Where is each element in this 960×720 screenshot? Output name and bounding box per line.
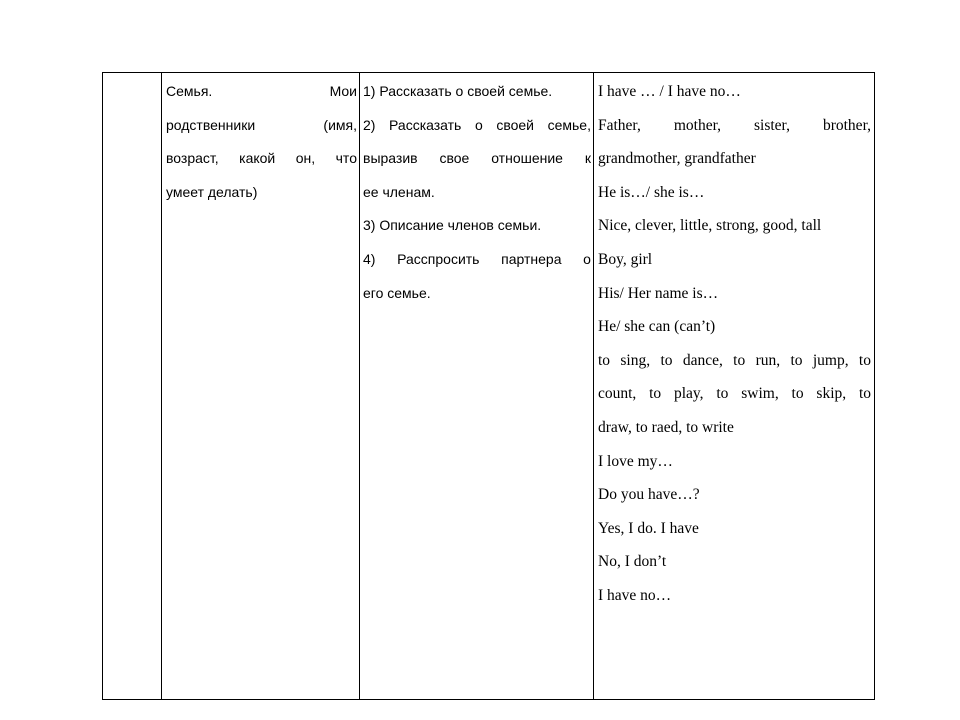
curriculum-table — [102, 72, 875, 700]
task-line: ее членам. — [363, 183, 435, 200]
task-line: 3) Описание членов семьи. — [363, 217, 542, 234]
vocab-line: Nice, clever, little, strong, good, tall — [598, 217, 822, 235]
vocab-line: to sing, to dance, to run, to jump, to — [598, 351, 871, 369]
vocab-line: His/ Her name is… — [598, 284, 719, 302]
topic-line: Семья. Мои — [166, 83, 357, 99]
vocab-line: Father, mother, sister, brother, — [598, 116, 871, 134]
topic-line: родственники (имя, — [166, 116, 357, 133]
cell-number — [103, 73, 161, 699]
vocab-line: count, to play, to swim, to skip, to — [598, 385, 871, 403]
vocab-line: He/ she can (can’t) — [598, 318, 716, 336]
vocab-line: I have no… — [598, 586, 672, 604]
cell-tasks — [360, 73, 593, 699]
topic-line: умеет делать) — [166, 183, 258, 200]
topic-line: возраст, какой он, что — [166, 150, 357, 167]
task-line: 2) Рассказать о своей семье, — [363, 116, 591, 133]
vocab-line: Do you have…? — [598, 486, 700, 504]
vocab-line: He is…/ she is… — [598, 183, 705, 201]
vocab-line: I have … / I have no… — [598, 83, 741, 100]
vocab-line: grandmother, grandfather — [598, 150, 756, 168]
vocab-line: Yes, I do. I have — [598, 519, 699, 537]
task-line: его семье. — [363, 284, 431, 301]
vocab-line: Boy, girl — [598, 250, 653, 268]
cell-vocabulary — [594, 73, 874, 699]
cell-topic — [162, 73, 359, 699]
vocab-line: I love my… — [598, 452, 673, 470]
vocab-line: No, I don’t — [598, 553, 667, 571]
task-line: 4) Расспросить партнера о — [363, 250, 591, 267]
vocab-line: draw, to raed, to write — [598, 418, 734, 436]
task-line: 1) Рассказать о своей семье. — [363, 83, 553, 99]
task-line: выразив свое отношение к — [363, 150, 591, 167]
